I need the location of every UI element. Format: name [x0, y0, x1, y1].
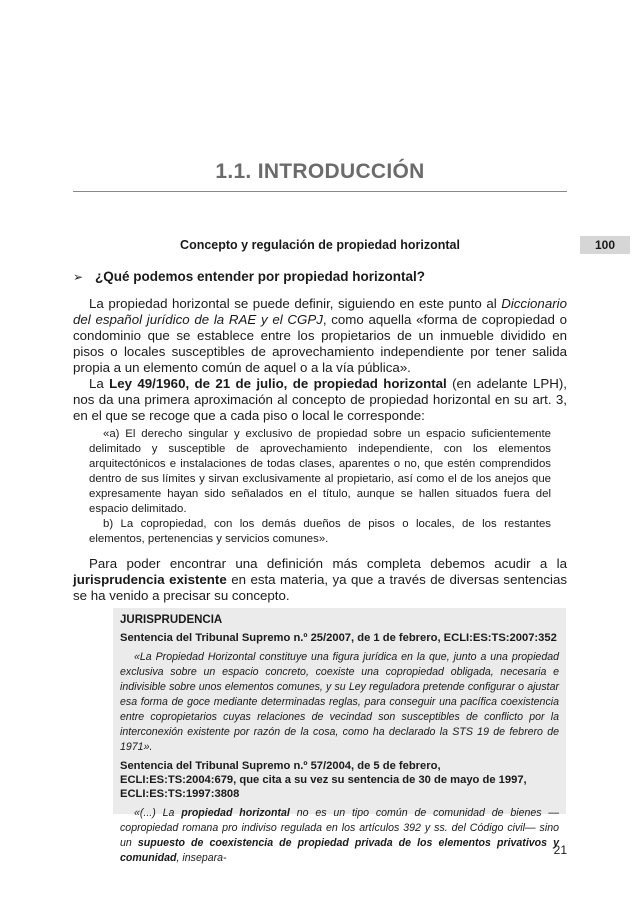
- case-quote-1: «La Propiedad Horizontal constituye una figura jurídica en la que, junto a una propiedad exclusiva sobre un espacio concreto, coexiste una copropiedad obligada, necesaria e indivisible sobre unos elementos comunes, y su Ley reguladora pretende configurar o ajustar esa forma de goce mediante determinadas reglas, para conseguir una pacífica coexistencia entre copropietarios cuyas relaciones de vecindad son susceptibles de conflicto por la interconexión existente por razón de la cosa, como ha declarado la STS 19 de febrero de 1971».: [120, 651, 559, 753]
- case-citation-1: Sentencia del Tribunal Supremo n.º 25/2007, de 1 de febrero, ECLI:ES:TS:2007:352: [120, 632, 557, 644]
- quote2-bold-phrase: supuesto de coexistencia de propiedad privada de los elementos privativos y comunidad: [120, 837, 559, 864]
- para3-text-end: en esta materia, ya que a través de diversas sentencias se ha venido a precisar su concepto.: [73, 572, 567, 603]
- para1-text: La propiedad horizontal se puede definir, siguiendo en este punto al: [89, 296, 502, 311]
- dictionary-reference: Diccionario del español jurídico de la RAE y el CGPJ: [73, 296, 567, 327]
- title-divider: [73, 191, 567, 192]
- para2-text-end: (en adelante LPH), nos da una primera aproximación al concepto de propiedad horizontal en su art. 3, en el que se recoge que a cada piso o local le corresponde:: [73, 376, 567, 423]
- jurisprudence-title: JURISPRUDENCIA: [120, 614, 223, 626]
- quote2-text: «(...) La: [134, 807, 182, 819]
- chapter-title: 1.1. INTRODUCCIÓN: [215, 160, 425, 183]
- paragraph-law: [73, 376, 567, 424]
- question-heading: [73, 269, 567, 284]
- quote-item-a: «a) El derecho singular y exclusivo de propiedad sobre un espacio suficientemente delimitado y susceptible de aprovechamiento independiente, con los elementos arquitectónicos e instalaciones de todas clases, aparentes o no, que estén comprendidos dentro de sus límites y sirvan exclusivamente al propietario, así como el de los anejos que expresamente hayan sido señalados en el título, aunque se hallen situados fuera del espacio delimitado.: [89, 428, 551, 515]
- law-quote: [89, 427, 551, 547]
- quote2-bold-term: propiedad horizontal: [181, 807, 290, 819]
- margin-number-badge: 100: [580, 236, 630, 254]
- question-text: ¿Qué podemos entender por propiedad horizontal?: [95, 269, 426, 284]
- para2-text: La: [89, 376, 110, 391]
- law-reference: Ley 49/1960, de 21 de julio, de propiedad horizontal: [109, 376, 447, 391]
- case-citation-2: Sentencia del Tribunal Supremo n.º 57/2004, de 5 de febrero, ECLI:ES:TS:2004:679, que cita a su vez su sentencia de 30 de mayo de 1997, ECLI:ES:TS:1997:3808: [120, 760, 527, 800]
- section-heading: Concepto y regulación de propiedad horizontal: [180, 238, 460, 252]
- paragraph-definition: [73, 296, 567, 376]
- quote-item-b: b) La copropiedad, con los demás dueños de pisos o locales, de los restantes elementos, pertenencias y servicios comunes».: [89, 518, 551, 545]
- quote2-text-mid: no es un tipo común de comunidad de bienes —copropiedad romana pro indiviso regulada en los artículos 392 y ss. del Código civil— sino un: [120, 807, 559, 849]
- quote2-text-end: , insepara-: [176, 852, 227, 864]
- para3-text: Para poder encontrar una definición más completa debemos acudir a la: [89, 556, 567, 571]
- jurisprudence-term: jurisprudencia existente: [73, 572, 227, 587]
- case-quote-2: [120, 806, 559, 866]
- arrow-bullet-icon: ➢: [73, 269, 84, 284]
- para1-text-end: , como aquella «forma de copropiedad o condominio que se establece entre los propietarios de un inmueble dividido en pisos o locales susceptibles de aprovechamiento independiente por tener salida propia a un elemento común de aquel o a la vía pública».: [73, 312, 567, 375]
- page-number: 21: [553, 843, 567, 857]
- paragraph-jurisprudence: [73, 556, 567, 604]
